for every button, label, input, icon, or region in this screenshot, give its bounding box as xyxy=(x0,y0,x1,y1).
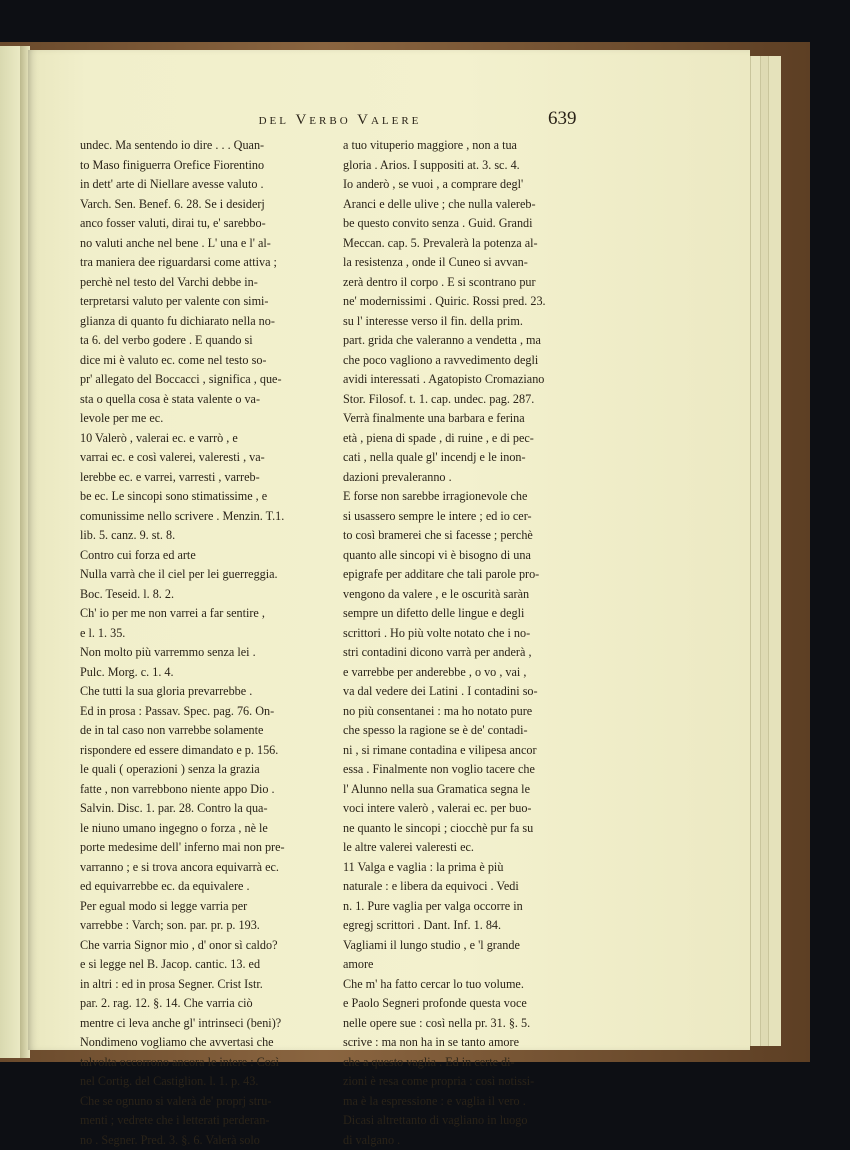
facing-page-edge xyxy=(0,46,22,1058)
text-line: tra maniera dee riguardarsi come attiva ; xyxy=(80,253,328,273)
text-line: naturale : e libera da equivoci . Vedi xyxy=(343,877,594,897)
text-line: avidi interessati . Agatopisto Cromaziano xyxy=(343,370,594,390)
text-line: glianza di quanto fu dichiarato nella no- xyxy=(80,312,328,332)
text-line: ed equivarrebbe ec. da equivalere . xyxy=(80,877,328,897)
text-line: amore xyxy=(343,955,594,975)
text-line: la resistenza , onde il Cuneo si avvan- xyxy=(343,253,594,273)
text-line: Ed in prosa : Passav. Spec. pag. 76. On- xyxy=(80,702,328,722)
text-line: comunissime nello scrivere . Menzin. T.1. xyxy=(80,507,328,527)
text-line: Vagliami il lungo studio , e 'l grande xyxy=(343,936,594,956)
text-line: to così bramerei che si facesse ; perchè xyxy=(343,526,594,546)
text-line: 10 Valerò , valerai ec. e varrò , e xyxy=(80,429,328,449)
text-line: l' Alunno nella sua Gramatica segna le xyxy=(343,780,594,800)
text-line: età , piena di spade , di ruine , e di pec- xyxy=(343,429,594,449)
text-line: vengono da valere , e le oscurità saràn xyxy=(343,585,594,605)
text-line: essa . Finalmente non voglio tacere che xyxy=(343,760,594,780)
text-line: E forse non sarebbe irragionevole che xyxy=(343,487,594,507)
text-line: varranno ; e si trova ancora equivarrà ec. xyxy=(80,858,328,878)
text-line: perchè nel testo del Varchi debbe in- xyxy=(80,273,328,293)
text-line: ne quanto le sincopi ; ciocchè pur fa su xyxy=(343,819,594,839)
text-line: scrittori . Ho più volte notato che i no- xyxy=(343,624,594,644)
text-line: quanto alle sincopi vi è bisogno di una xyxy=(343,546,594,566)
text-line: stri contadini dicono varrà per anderà , xyxy=(343,643,594,663)
text-line: di valgano . xyxy=(343,1131,594,1150)
text-line: Che tutti la sua gloria prevarrebbe . xyxy=(80,682,328,702)
page-number: 639 xyxy=(548,108,577,130)
text-line: e Paolo Segneri profonde questa voce xyxy=(343,994,594,1014)
text-line: no valuti anche nel bene . L' una e l' al- xyxy=(80,234,328,254)
text-line: che spesso la ragione se è de' contadi- xyxy=(343,721,594,741)
text-line: sempre un difetto delle lingue e degli xyxy=(343,604,594,624)
text-line: undec. Ma sentendo io dire . . . Quan- xyxy=(80,136,328,156)
text-line: Io anderò , se vuoi , a comprare degl' xyxy=(343,175,594,195)
text-line: varrebbe : Varch; son. par. pr. p. 193. xyxy=(80,916,328,936)
text-line: varrai ec. e così valerei, valeresti , va- xyxy=(80,448,328,468)
text-line: Che varria Signor mio , d' onor sì caldo? xyxy=(80,936,328,956)
text-line: mentre ci leva anche gl' intrinseci (beni)? xyxy=(80,1014,328,1034)
text-line: ma è la espressione : e vaglia il vero . xyxy=(343,1092,594,1112)
text-line: Aranci e delle ulive ; che nulla valereb- xyxy=(343,195,594,215)
text-line: 11 Valga e vaglia : la prima è più xyxy=(343,858,594,878)
text-line: fatte , non varrebbono niente appo Dio . xyxy=(80,780,328,800)
text-line: Pulc. Morg. c. 1. 4. xyxy=(80,663,328,683)
text-line: nel Cortig. del Castiglion. l. 1. p. 43. xyxy=(80,1072,328,1092)
text-line: no . Segner. Pred. 3. §. 6. Valerà solo xyxy=(80,1131,328,1150)
text-line: le quali ( operazioni ) senza la grazia xyxy=(80,760,328,780)
text-line: zioni è resa come propria : così notissi- xyxy=(343,1072,594,1092)
text-line: Nondimeno vogliamo che avvertasi che xyxy=(80,1033,328,1053)
text-line: lerebbe ec. e varrei, varresti , varreb- xyxy=(80,468,328,488)
text-line: Verrà finalmente una barbara e ferina xyxy=(343,409,594,429)
text-line: zerà dentro il corpo . E si scontrano pur xyxy=(343,273,594,293)
text-line: Contro cui forza ed arte xyxy=(80,546,328,566)
text-line: Ch' io per me non varrei a far sentire , xyxy=(80,604,328,624)
text-line: ne' modernissimi . Quiric. Rossi pred. 23. xyxy=(343,292,594,312)
text-line: pr' allegato del Boccacci , significa , que- xyxy=(80,370,328,390)
text-line: part. grida che valeranno a vendetta , ma xyxy=(343,331,594,351)
text-line: menti ; vedrete che i letterati perderan- xyxy=(80,1111,328,1131)
text-line: Per egual modo si legge varria per xyxy=(80,897,328,917)
text-line: le niuno umano ingegno o forza , nè le xyxy=(80,819,328,839)
text-line: che poco vagliono a ravvedimento degli xyxy=(343,351,594,371)
left-text-column xyxy=(80,136,328,1150)
text-line: egregj scrittori . Dant. Inf. 1. 84. xyxy=(343,916,594,936)
text-line: dazioni prevaleranno . xyxy=(343,468,594,488)
text-line: Meccan. cap. 5. Prevalerà la potenza al- xyxy=(343,234,594,254)
text-line: cati , nella quale gl' incendj e le inon- xyxy=(343,448,594,468)
text-line: voci intere valerò , valerai ec. per buo- xyxy=(343,799,594,819)
text-line: a tuo vituperio maggiore , non a tua xyxy=(343,136,594,156)
page-edge xyxy=(768,56,781,1046)
text-line: rispondere ed essere dimandato e p. 156. xyxy=(80,741,328,761)
text-line: ni , si rimane contadina e vilipesa ancor xyxy=(343,741,594,761)
text-line: e si legge nel B. Jacop. cantic. 13. ed xyxy=(80,955,328,975)
text-line: in altri : ed in prosa Segner. Crist Istr. xyxy=(80,975,328,995)
text-line: de in tal caso non varrebbe solamente xyxy=(80,721,328,741)
text-line: n. 1. Pure vaglia per valga occorre in xyxy=(343,897,594,917)
text-line: su l' interesse verso il fin. della prim. xyxy=(343,312,594,332)
text-line: e varrebbe per anderebbe , o vo , vai , xyxy=(343,663,594,683)
text-line: to Maso finiguerra Orefice Fiorentino xyxy=(80,156,328,176)
text-line: che a questo vaglia . Ed in certe di- xyxy=(343,1053,594,1073)
text-line: scrive : ma non ha in se tanto amore xyxy=(343,1033,594,1053)
text-line: si usassero sempre le intere ; ed io cer- xyxy=(343,507,594,527)
text-line: Nulla varrà che il ciel per lei guerreggia. xyxy=(80,565,328,585)
text-line: Stor. Filosof. t. 1. cap. undec. pag. 287. xyxy=(343,390,594,410)
text-line: Non molto più varremmo senza lei . xyxy=(80,643,328,663)
text-line: dice mi è valuto ec. come nel testo so- xyxy=(80,351,328,371)
text-line: gloria . Arios. I suppositi at. 3. sc. 4. xyxy=(343,156,594,176)
text-line: be questo convito senza . Guid. Grandi xyxy=(343,214,594,234)
text-line: sta o quella cosa è stata valente o va- xyxy=(80,390,328,410)
text-line: talvolta occorrono ancora le intere : Così xyxy=(80,1053,328,1073)
text-line: Boc. Teseid. l. 8. 2. xyxy=(80,585,328,605)
text-line: par. 2. rag. 12. §. 14. Che varria ciò xyxy=(80,994,328,1014)
text-line: va dal vedere dei Latini . I contadini so- xyxy=(343,682,594,702)
text-line: Varch. Sen. Benef. 6. 28. Se i desiderj xyxy=(80,195,328,215)
text-line: porte medesime dell' inferno mai non pre- xyxy=(80,838,328,858)
text-line: Salvin. Disc. 1. par. 28. Contro la qua- xyxy=(80,799,328,819)
text-line: epigrafe per additare che tali parole pro- xyxy=(343,565,594,585)
text-line: terpretarsi valuto per valente con simi- xyxy=(80,292,328,312)
text-line: be ec. Le sincopi sono stimatissime , e xyxy=(80,487,328,507)
text-line: levole per me ec. xyxy=(80,409,328,429)
text-line: lib. 5. canz. 9. st. 8. xyxy=(80,526,328,546)
text-line: nelle opere sue : così nella pr. 31. §. 5. xyxy=(343,1014,594,1034)
text-line: le altre valerei valeresti ec. xyxy=(343,838,594,858)
text-line: no più consentanei : ma ho notato pure xyxy=(343,702,594,722)
text-line: anco fosser valuti, dirai tu, e' sarebbo- xyxy=(80,214,328,234)
right-text-column xyxy=(343,136,594,1150)
text-line: Che m' ha fatto cercar lo tuo volume. xyxy=(343,975,594,995)
text-line: Che se ognuno si valerà de' proprj stru- xyxy=(80,1092,328,1112)
text-line: in dett' arte di Niellare avesse valuto . xyxy=(80,175,328,195)
text-line: ta 6. del verbo godere . E quando si xyxy=(80,331,328,351)
running-title: del Verbo Valere xyxy=(80,112,600,129)
text-line: e l. 1. 35. xyxy=(80,624,328,644)
text-line: Dicasi altrettanto di vagliano in luogo xyxy=(343,1111,594,1131)
